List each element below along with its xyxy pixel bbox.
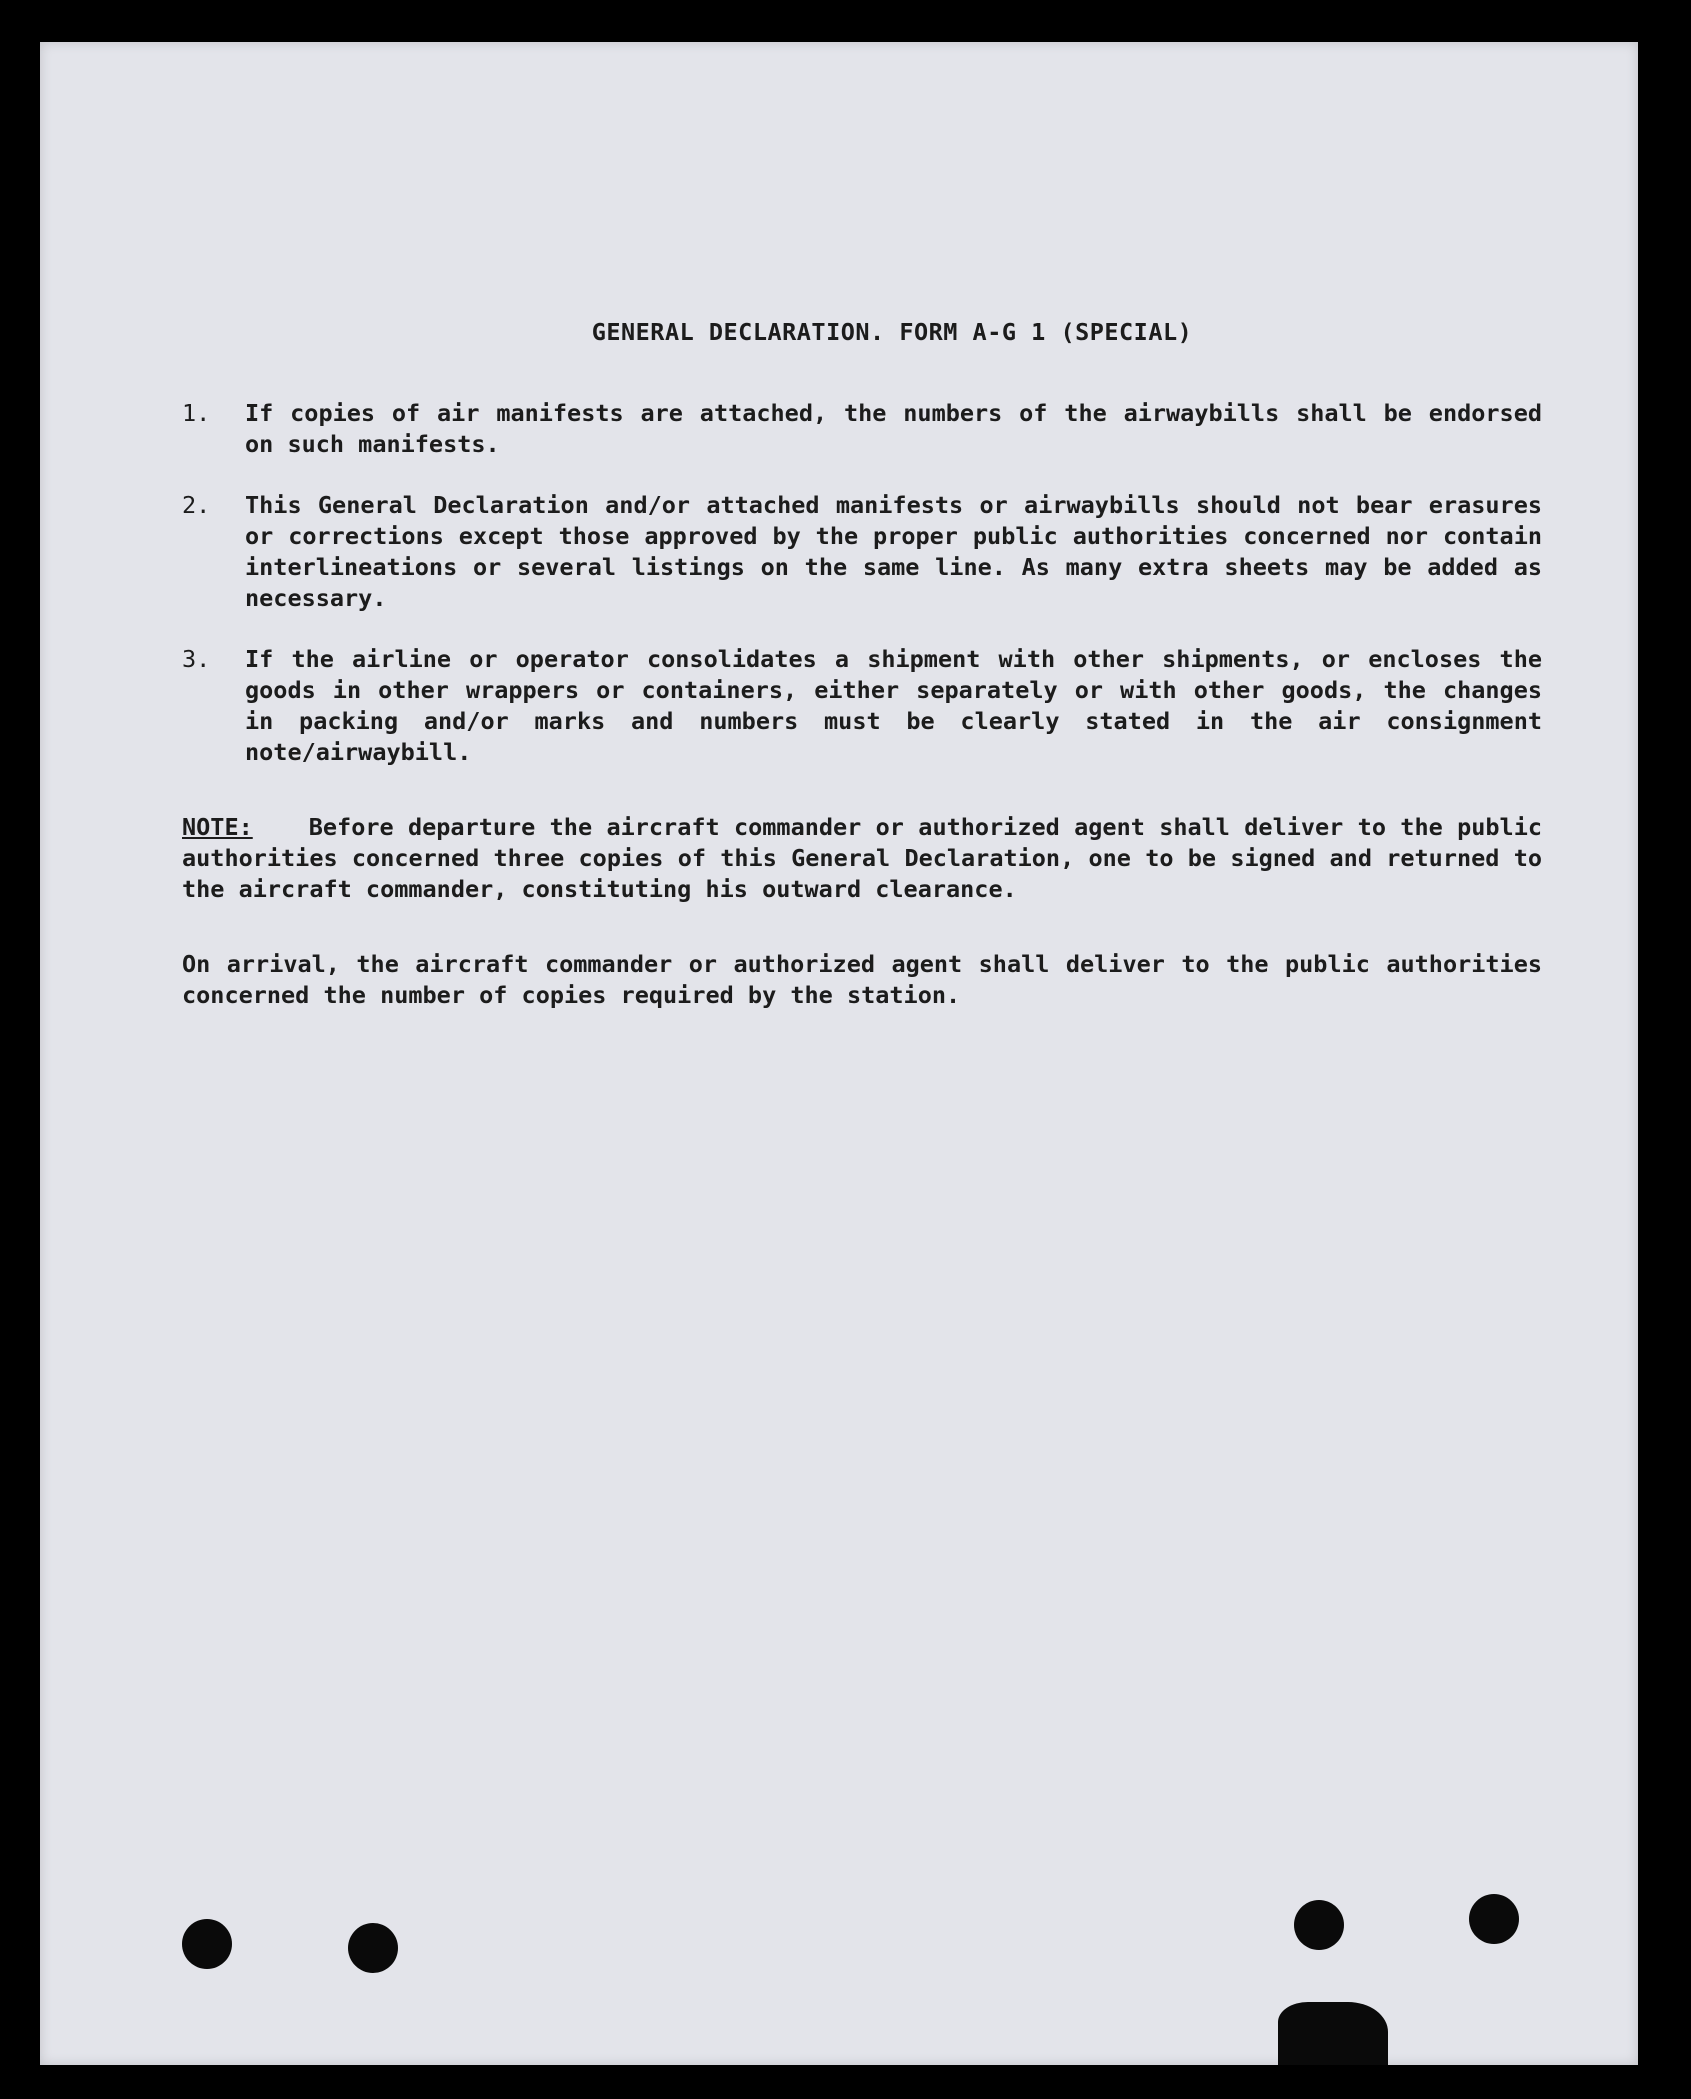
item-number: 2. [182, 491, 211, 519]
document-body [182, 317, 1542, 1011]
note-text: Before departure the aircraft commander or authorized agent shall deliver to the public authorities concerned three copies of this General Declaration, one to be signed and returned to the aircraft commander, constituting his outward clearance. [182, 813, 1542, 903]
document-title: GENERAL DECLARATION. FORM A-G 1 (SPECIAL) [591, 318, 1193, 346]
page-tear [1278, 2002, 1388, 2065]
punch-hole [1294, 1900, 1344, 1950]
note-label: NOTE: [182, 813, 253, 841]
document-page [40, 42, 1638, 2065]
item-text: If the airline or operator consolidates a shipment with other shipments, or encloses the goods in other wrappers or containers, either separately or with other goods, the changes in packing and/or marks and numbers must be clearly stated in the air consignment note/airwaybill. [245, 645, 1542, 766]
punch-hole [1469, 1894, 1519, 1944]
punch-hole [348, 1923, 398, 1973]
item-text: If copies of air manifests are attached, the numbers of the airwaybills shall be endorsed on such manifests. [245, 399, 1542, 458]
list-item [182, 490, 1542, 614]
item-number: 1. [182, 399, 211, 427]
item-number: 3. [182, 645, 211, 673]
item-text: This General Declaration and/or attached manifests or airwaybills should not bear erasures or corrections except those approved by the proper public authorities concerned nor contain interlineations or several listings on the same line. As many extra sheets may be added as necessary. [245, 491, 1542, 612]
list-item [182, 644, 1542, 768]
note-paragraph [182, 812, 1542, 905]
punch-hole [182, 1919, 232, 1969]
list-item [182, 398, 1542, 460]
arrival-paragraph: On arrival, the aircraft commander or authorized agent shall deliver to the public authorities concerned the number of copies required by the station. [182, 950, 1542, 1009]
